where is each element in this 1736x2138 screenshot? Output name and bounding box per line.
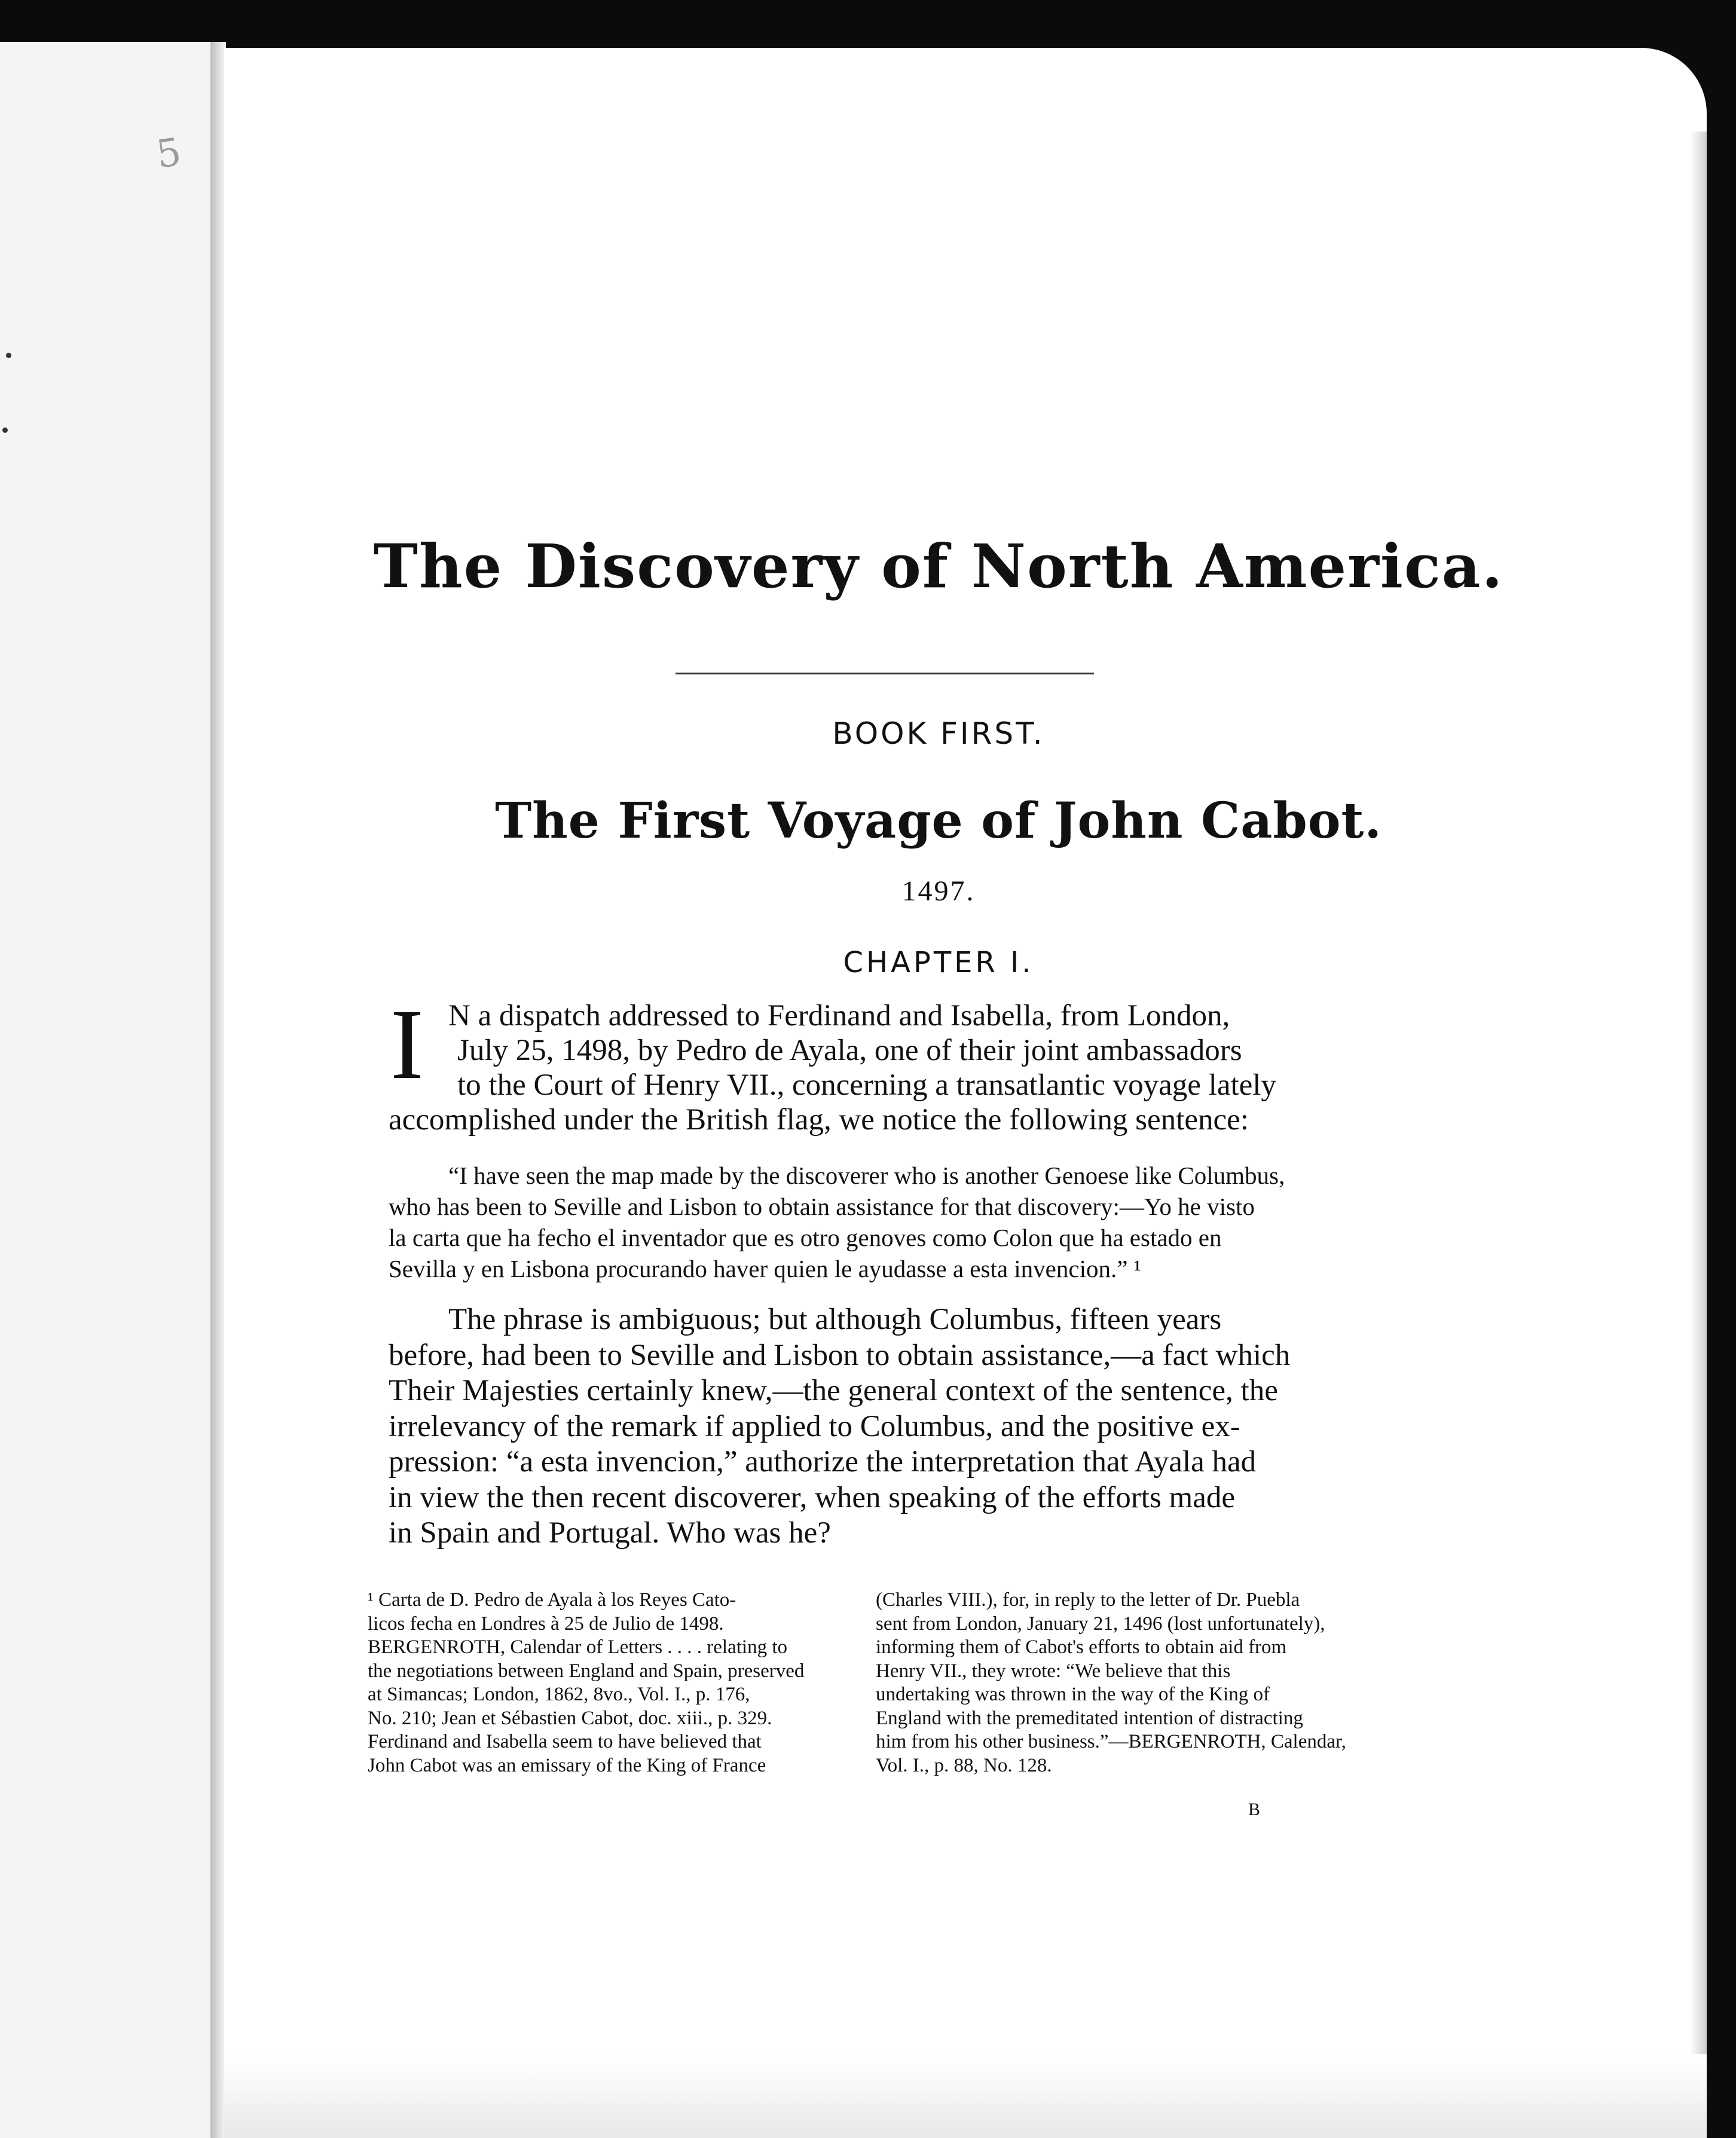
quote-line: “I have seen the map made by the discoverer who is another Genoese like Columbus, xyxy=(448,1162,1285,1189)
text-line: before, had been to Seville and Lisbon to obtain assistance,—a fact which xyxy=(389,1338,1291,1372)
pencil-page-number: 5 xyxy=(154,130,184,178)
drop-cap: I xyxy=(390,989,424,1100)
voyage-title: The First Voyage of John Cabot. xyxy=(495,792,1382,850)
quote-line: Sevilla y en Lisbona procurando haver quien le ayudasse a esta invencion.” ¹ xyxy=(389,1255,1141,1282)
footnote-line: (Charles VIII.), for, in reply to the letter of Dr. Puebla xyxy=(876,1589,1300,1611)
page-edge-shadow xyxy=(1690,132,1707,2128)
signature-mark: B xyxy=(1248,1800,1261,1819)
footnote-line: Vol. I., p. 88, No. 128. xyxy=(876,1754,1052,1776)
text-line: irrelevancy of the remark if applied to Columbus, and the positive ex- xyxy=(389,1409,1240,1443)
ink-speck xyxy=(6,353,11,358)
footnote-line: No. 210; Jean et Sébastien Cabot, doc. xiii., p. 329. xyxy=(368,1707,772,1729)
chapter-heading: CHAPTER I. xyxy=(843,946,1034,979)
body-paragraph xyxy=(389,1302,1590,1551)
footnote-line: sent from London, January 21, 1496 (lost unfortunately), xyxy=(876,1612,1325,1635)
footnote-line: at Simancas; London, 1862, 8vo., Vol. I., p. 176, xyxy=(368,1684,750,1705)
text-line: July 25, 1498, by Pedro de Ayala, one of their joint ambassadors xyxy=(457,1034,1242,1067)
block-quote xyxy=(389,1160,1590,1284)
footnote-line: the negotiations between England and Spain, preserved xyxy=(368,1660,805,1682)
text-line: Their Majesties certainly knew,—the general context of the sentence, the xyxy=(389,1374,1278,1407)
intro-paragraph xyxy=(389,998,1590,1137)
text-line: in Spain and Portugal. Who was he? xyxy=(389,1516,831,1550)
text-line: N a dispatch addressed to Ferdinand and Isabella, from London, xyxy=(448,999,1230,1033)
footnote-line: Ferdinand and Isabella seem to have believed that xyxy=(368,1731,762,1752)
text-line: The phrase is ambiguous; but although Columbus, fifteen years xyxy=(448,1303,1222,1336)
footnote-line: undertaking was thrown in the way of the King of xyxy=(876,1684,1270,1705)
text-line: in view the then recent discoverer, when speaking of the efforts made xyxy=(389,1480,1235,1514)
year-heading: 1497. xyxy=(901,875,976,907)
text-line: to the Court of Henry VII., concerning a transatlantic voyage lately xyxy=(457,1068,1276,1102)
facing-page xyxy=(0,42,212,2138)
page-bottom-shade xyxy=(224,2054,1707,2138)
work-title: The Discovery of North America. xyxy=(373,531,1504,601)
text-line: pression: “a esta invencion,” authorize the interpretation that Ayala had xyxy=(389,1445,1257,1479)
footnote-line: BERGENROTH, Calendar of Letters . . . . relating to xyxy=(368,1636,788,1658)
footnote-line: informing them of Cabot's efforts to obtain aid from xyxy=(876,1636,1287,1658)
footnote-left-column xyxy=(368,1589,858,1777)
book-page xyxy=(224,48,1707,2138)
book-heading: BOOK FIRST. xyxy=(832,716,1045,751)
quote-line: la carta que ha fecho el inventador que es otro genoves como Colon que ha estado en xyxy=(389,1224,1222,1251)
footnote-line: England with the premeditated intention of distracting xyxy=(876,1707,1303,1729)
footnote-right-column xyxy=(876,1589,1378,1777)
footnote-line: ¹ Carta de D. Pedro de Ayala à los Reyes Cato- xyxy=(368,1589,736,1611)
footnote-line: licos fecha en Londres à 25 de Julio de 1498. xyxy=(368,1612,724,1635)
title-divider xyxy=(676,673,1094,674)
quote-line: who has been to Seville and Lisbon to obtain assistance for that discovery:—Yo he visto xyxy=(389,1193,1255,1220)
footnote-line: John Cabot was an emissary of the King of France xyxy=(368,1754,766,1776)
footnote-line: Henry VII., they wrote: “We believe that this xyxy=(876,1660,1231,1682)
ink-speck xyxy=(2,427,8,433)
footnote-line: him from his other business.”—BERGENROTH, Calendar, xyxy=(876,1731,1346,1752)
text-line: accomplished under the British flag, we notice the following sentence: xyxy=(389,1103,1249,1137)
